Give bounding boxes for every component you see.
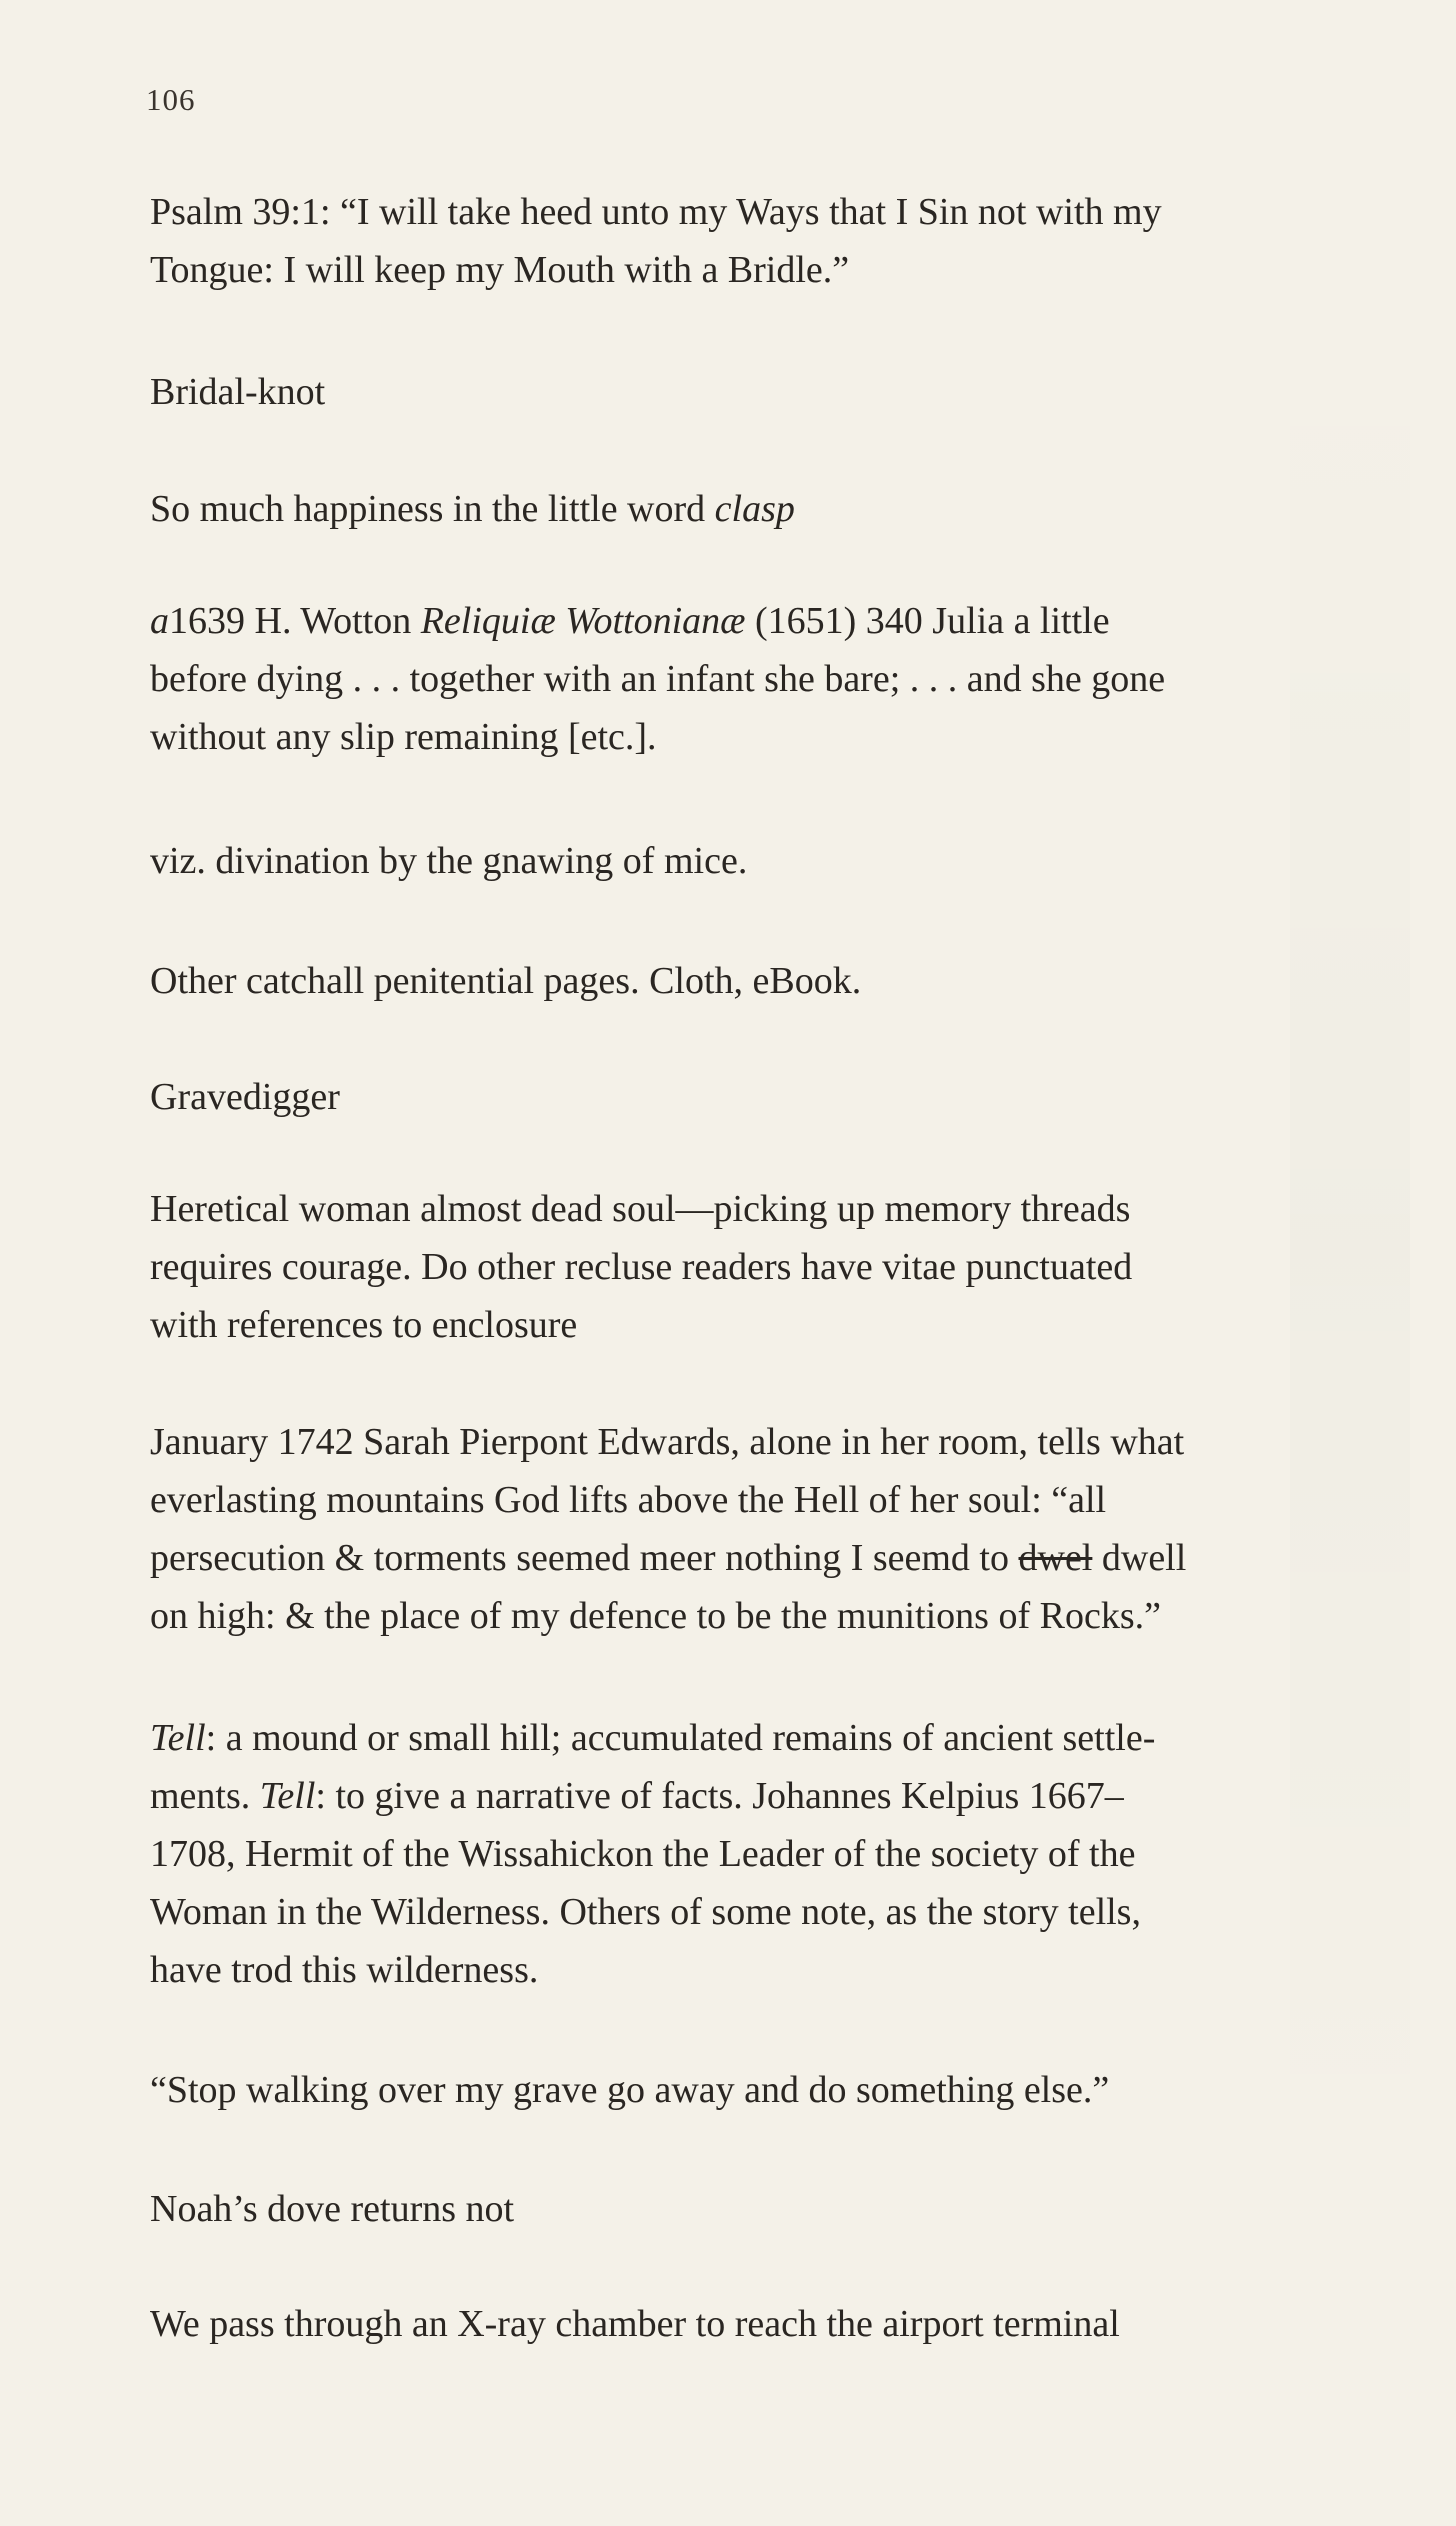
heretical-woman-paragraph — [150, 1180, 1360, 1354]
italic-title: Reliquiæ Wottonianæ — [420, 600, 746, 642]
text-line: Other catchall penitential pages. Cloth, eBook. — [150, 960, 862, 1002]
text-line: before dying . . . together with an infant she bare; . . . and she gone — [150, 658, 1166, 700]
text-line: viz. divination by the gnawing of mice. — [150, 840, 748, 882]
text-line: Heretical woman almost dead soul—picking up memory threads — [150, 1188, 1131, 1230]
text-line: January 1742 Sarah Pierpont Edwards, alone in her room, tells what — [150, 1421, 1185, 1463]
sarah-edwards-paragraph — [150, 1413, 1360, 1645]
text-line: We pass through an X-ray chamber to reach the airport terminal — [150, 2303, 1120, 2345]
tell-definition-paragraph — [150, 1709, 1360, 1999]
stop-walking-paragraph — [150, 2061, 1360, 2119]
psalm-quote-paragraph — [150, 183, 1360, 299]
text-line — [150, 1709, 1360, 1767]
text-line: Bridal-knot — [150, 371, 326, 413]
text-line — [150, 592, 1360, 650]
text-line — [150, 1529, 1360, 1587]
text-run: So much happiness in the little word — [150, 488, 715, 530]
text-line: with references to enclosure — [150, 1304, 578, 1346]
italic-word: clasp — [714, 488, 795, 530]
italic-prefix: a — [150, 600, 169, 642]
xray-chamber-paragraph — [150, 2295, 1360, 2353]
text-line: requires courage. Do other recluse readers have vitae punctuated — [150, 1246, 1133, 1288]
text-line: Noah’s dove returns not — [150, 2188, 515, 2230]
catchall-paragraph — [150, 952, 1360, 1010]
text-line: without any slip remaining [etc.]. — [150, 716, 657, 758]
text-line: Tongue: I will keep my Mouth with a Bridle.” — [150, 249, 850, 291]
noahs-dove-paragraph — [150, 2180, 1360, 2238]
text-line: on high: & the place of my defence to be the munitions of Rocks.” — [150, 1595, 1161, 1637]
gravedigger-paragraph — [150, 1068, 1360, 1126]
struck-word: dwel — [1018, 1537, 1093, 1579]
text-line: 1708, Hermit of the Wissahickon the Leader of the society of the — [150, 1833, 1136, 1875]
text-run: : to give a narrative of facts. Johannes Kelpius 1667– — [315, 1775, 1124, 1817]
text-run: persecution & torments seemed meer nothing I seemd to — [150, 1537, 1019, 1579]
italic-word: Tell — [150, 1717, 206, 1759]
divination-paragraph — [150, 832, 1360, 890]
text-run: : a mound or small hill; accumulated remains of ancient settle- — [205, 1717, 1156, 1759]
text-line: “Stop walking over my grave go away and do something else.” — [150, 2069, 1110, 2111]
text-line — [150, 1767, 1360, 1825]
text-line: Gravedigger — [150, 1076, 340, 1118]
page-number: 106 — [146, 82, 196, 117]
text-line: everlasting mountains God lifts above the Hell of her soul: “all — [150, 1479, 1107, 1521]
text-run: ments. — [150, 1775, 260, 1817]
text-line: Psalm 39:1: “I will take heed unto my Ways that I Sin not with my — [150, 191, 1162, 233]
bridal-knot-paragraph — [150, 363, 1360, 421]
text-line: Woman in the Wilderness. Others of some note, as the story tells, — [150, 1891, 1141, 1933]
text-run: (1651) 340 Julia a little — [745, 600, 1110, 642]
clasp-paragraph — [150, 480, 1360, 538]
text-run: 1639 H. Wotton — [169, 600, 421, 642]
wotton-citation-paragraph — [150, 592, 1360, 766]
text-run: dwell — [1092, 1537, 1187, 1579]
text-line — [150, 480, 1360, 538]
italic-word: Tell — [259, 1775, 316, 1817]
text-line: have trod this wilderness. — [150, 1949, 539, 1991]
